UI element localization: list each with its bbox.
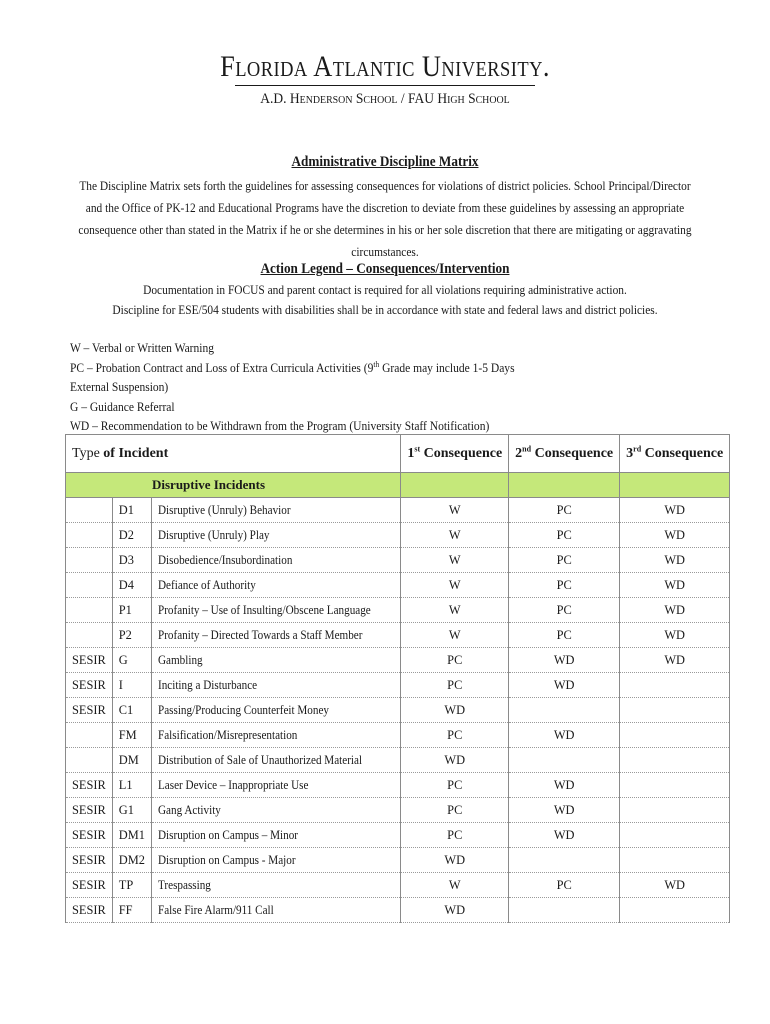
third-consequence-cell [620, 823, 730, 848]
sesir-cell: SESIR [66, 823, 113, 848]
sesir-cell [66, 523, 113, 548]
third-consequence-cell [620, 848, 730, 873]
incident-cell: Profanity – Use of Insulting/Obscene Language [151, 598, 400, 623]
third-consequence-cell: WD [620, 498, 730, 523]
third-consequence-cell: WD [620, 623, 730, 648]
first-consequence-cell: WD [401, 698, 509, 723]
second-consequence-cell: WD [509, 773, 620, 798]
code-cell: C1 [112, 698, 151, 723]
sesir-cell: SESIR [66, 898, 113, 923]
school-name: A.D. Henderson School / FAU High School [260, 91, 510, 107]
table-row [66, 773, 730, 798]
code-cell: D1 [112, 498, 151, 523]
second-consequence-cell: WD [509, 648, 620, 673]
incident-cell: Profanity – Directed Towards a Staff Member [151, 623, 400, 648]
third-consequence-cell [620, 898, 730, 923]
incident-cell: Disruptive (Unruly) Behavior [151, 498, 400, 523]
table-row [66, 573, 730, 598]
second-consequence-cell: WD [509, 823, 620, 848]
second-consequence-cell: PC [509, 623, 620, 648]
table-row [66, 848, 730, 873]
table-row [66, 648, 730, 673]
incident-cell: Gambling [151, 648, 400, 673]
third-consequence-cell [620, 773, 730, 798]
sesir-cell: SESIR [66, 873, 113, 898]
second-consequence-cell [509, 748, 620, 773]
incident-cell: Inciting a Disturbance [151, 673, 400, 698]
sesir-cell [66, 548, 113, 573]
first-consequence-cell: WD [401, 848, 509, 873]
table-row [66, 748, 730, 773]
code-cell: P1 [112, 598, 151, 623]
second-consequence-cell [509, 848, 620, 873]
first-consequence-cell: PC [401, 823, 509, 848]
first-consequence-cell: W [401, 523, 509, 548]
sesir-cell [66, 573, 113, 598]
second-consequence-cell [509, 898, 620, 923]
header-type-of-incident: Type of Incident [66, 435, 401, 473]
sesir-cell: SESIR [66, 673, 113, 698]
table-row [66, 598, 730, 623]
first-consequence-cell: PC [401, 798, 509, 823]
code-cell: L1 [112, 773, 151, 798]
sesir-cell: SESIR [66, 648, 113, 673]
table-row [66, 898, 730, 923]
incident-cell: Trespassing [151, 873, 400, 898]
code-cell: FF [112, 898, 151, 923]
incident-cell: Disobedience/Insubordination [151, 548, 400, 573]
sesir-cell [66, 598, 113, 623]
sesir-cell [66, 723, 113, 748]
legend-list [70, 339, 554, 437]
code-cell: DM2 [112, 848, 151, 873]
code-cell: TP [112, 873, 151, 898]
code-cell: DM1 [112, 823, 151, 848]
second-consequence-cell: PC [509, 873, 620, 898]
legend-title: Action Legend – Consequences/Intervention [260, 261, 510, 277]
incident-cell: Disruptive (Unruly) Play [151, 523, 400, 548]
sesir-cell [66, 623, 113, 648]
second-consequence-cell: PC [509, 523, 620, 548]
first-consequence-cell: PC [401, 773, 509, 798]
code-cell: FM [112, 723, 151, 748]
header-third-consequence: 3rd Consequence [620, 435, 730, 473]
sesir-cell: SESIR [66, 848, 113, 873]
incident-cell: Defiance of Authority [151, 573, 400, 598]
first-consequence-cell: W [401, 598, 509, 623]
third-consequence-cell [620, 798, 730, 823]
legend-item-wd: WD – Recommendation to be Withdrawn from the Program (University Staff Notification) [70, 419, 490, 433]
table-row [66, 698, 730, 723]
table-row [66, 548, 730, 573]
second-consequence-cell: PC [509, 573, 620, 598]
third-consequence-cell: WD [620, 598, 730, 623]
code-cell: DM [112, 748, 151, 773]
table-row [66, 723, 730, 748]
code-cell: D4 [112, 573, 151, 598]
intro-paragraph: The Discipline Matrix sets forth the guidelines for assessing consequences for violations of district policies. School Principal/Director and the Office of PK-12 and Educational Programs have the discretion to deviate from these guidelines by assessing an appropriate consequence other than stated in the Matrix if he or she determines in his or her sole discretion that there are mitigating or aggravating circumstances. [78, 179, 692, 259]
first-consequence-cell: PC [401, 673, 509, 698]
header-second-consequence: 2nd Consequence [509, 435, 620, 473]
second-consequence-cell: PC [509, 498, 620, 523]
third-consequence-cell: WD [620, 573, 730, 598]
third-consequence-cell [620, 698, 730, 723]
incident-cell: False Fire Alarm/911 Call [151, 898, 400, 923]
first-consequence-cell: PC [401, 648, 509, 673]
first-consequence-cell: W [401, 623, 509, 648]
university-logo: Florida Atlantic University. [220, 50, 550, 83]
second-consequence-cell: WD [509, 723, 620, 748]
sesir-cell: SESIR [66, 773, 113, 798]
sesir-cell [66, 498, 113, 523]
legend-item-pc: PC – Probation Contract and Loss of Extra Curricula Activities (9th Grade may include 1-5 Days External Suspension) [70, 359, 515, 394]
incident-cell: Disruption on Campus - Major [151, 848, 400, 873]
table-row [66, 673, 730, 698]
table-row [66, 498, 730, 523]
first-consequence-cell: W [401, 498, 509, 523]
header-first-consequence: 1st Consequence [401, 435, 509, 473]
legend-note-documentation: Documentation in FOCUS and parent contact is required for all violations requiring administrative action. [143, 283, 627, 297]
first-consequence-cell: WD [401, 748, 509, 773]
third-consequence-cell: WD [620, 648, 730, 673]
discipline-matrix-table [65, 434, 730, 923]
third-consequence-cell [620, 673, 730, 698]
table-row [66, 873, 730, 898]
code-cell: D3 [112, 548, 151, 573]
document-header [0, 50, 770, 108]
table-header-row [66, 435, 730, 473]
table-row [66, 523, 730, 548]
first-consequence-cell: WD [401, 898, 509, 923]
code-cell: G [112, 648, 151, 673]
third-consequence-cell: WD [620, 873, 730, 898]
sesir-cell: SESIR [66, 798, 113, 823]
incident-cell: Laser Device – Inappropriate Use [151, 773, 400, 798]
first-consequence-cell: W [401, 573, 509, 598]
second-consequence-cell: WD [509, 798, 620, 823]
first-consequence-cell: W [401, 548, 509, 573]
second-consequence-cell: WD [509, 673, 620, 698]
incident-cell: Disruption on Campus – Minor [151, 823, 400, 848]
table-row [66, 798, 730, 823]
legend-notes [77, 280, 693, 320]
third-consequence-cell: WD [620, 548, 730, 573]
page-title: Administrative Discipline Matrix [291, 154, 479, 170]
legend-item-g: G – Guidance Referral [70, 399, 175, 414]
incident-cell: Distribution of Sale of Unauthorized Material [151, 748, 400, 773]
incident-cell: Gang Activity [151, 798, 400, 823]
first-consequence-cell: W [401, 873, 509, 898]
third-consequence-cell: WD [620, 523, 730, 548]
second-consequence-cell: PC [509, 598, 620, 623]
first-consequence-cell: PC [401, 723, 509, 748]
logo-divider [235, 85, 535, 86]
second-consequence-cell [509, 698, 620, 723]
category-label: Disruptive Incidents [66, 473, 401, 498]
incident-cell: Falsification/Misrepresentation [151, 723, 400, 748]
code-cell: G1 [112, 798, 151, 823]
table-row [66, 823, 730, 848]
code-cell: I [112, 673, 151, 698]
code-cell: D2 [112, 523, 151, 548]
incident-cell: Passing/Producing Counterfeit Money [151, 698, 400, 723]
category-row [66, 473, 730, 498]
legend-item-w: W – Verbal or Written Warning [70, 341, 215, 355]
second-consequence-cell: PC [509, 548, 620, 573]
third-consequence-cell [620, 748, 730, 773]
third-consequence-cell [620, 723, 730, 748]
table-row [66, 623, 730, 648]
sesir-cell: SESIR [66, 698, 113, 723]
legend-note-ese: Discipline for ESE/504 students with disabilities shall be in accordance with state and federal laws and district policies. [112, 303, 658, 317]
sesir-cell [66, 748, 113, 773]
code-cell: P2 [112, 623, 151, 648]
